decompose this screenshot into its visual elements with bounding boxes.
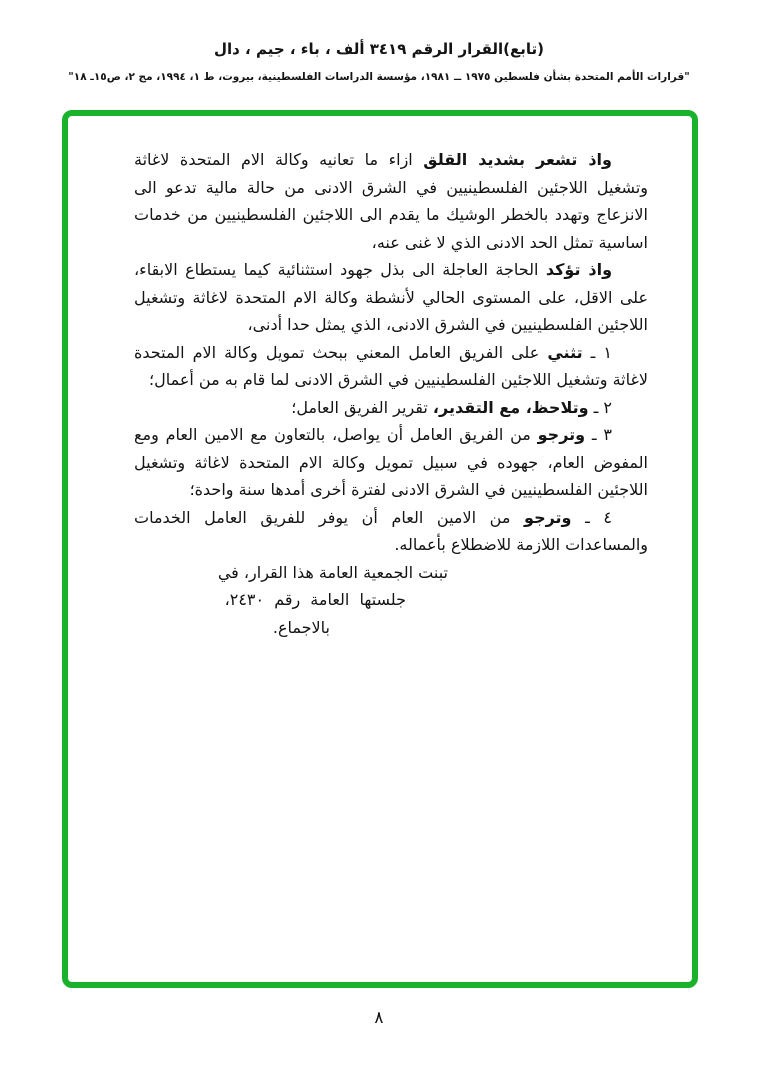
resolution-body — [134, 146, 648, 559]
paragraph — [134, 339, 648, 394]
text-run: على الفريق العامل المعني ببحث تمويل وكالة الام المتحدة لاغاثة وتشغيل اللاجئين الفلسطينيين في الشرق الادنى لما قام به من أعمال؛ — [134, 342, 648, 389]
text-run: ازاء ما تعانيه وكالة الام المتحدة لاغاثة وتشغيل اللاجئين الفلسطينيين في الشرق الادنى من حالة مالية تدعو الى الانزعاج وتهدد بالخطر الوشيك ما يقدم الى اللاجئين الفلسطينيين من خدمات اساسية تمثل الحد الادنى الذي لا غنى عنه، — [134, 150, 648, 252]
bold-run: وترجو — [537, 425, 586, 444]
bold-run: واذ تؤكد — [545, 260, 613, 279]
bold-run: وترجو — [524, 507, 572, 527]
closing-line: بالاجماع. — [272, 617, 330, 637]
page-number: ٨ — [374, 1008, 384, 1028]
text-run: ٣ ـ — [585, 425, 612, 444]
paragraph — [134, 256, 648, 339]
resolution-header-title: (تابع)القرار الرقم ٣٤١٩ ألف ، باء ، جيم ، دال — [213, 40, 545, 58]
bold-run: واذ تشعر بشديد القلق — [423, 150, 612, 169]
text-run: تقرير الفريق العامل؛ — [291, 397, 433, 417]
paragraph — [134, 504, 648, 559]
green-border-frame — [62, 110, 698, 988]
text-run: الحاجة العاجلة الى بذل جهود استثنائية كيما يستطاع الابقاء، على الاقل، على المستوى الحالي لأنشطة وكالة الام المتحدة لاغاثة وتشغيل اللاجئين الفلسطينيين في الشرق الادنى، الذي يمثل حدا أدنى، — [134, 260, 648, 334]
closing-line: تبنت الجمعية العامة هذا القرار، في — [217, 562, 448, 582]
paragraph — [134, 146, 648, 256]
text-run: ١ ـ — [582, 342, 613, 362]
adoption-note — [196, 559, 448, 642]
text-run: ٢ ـ — [588, 397, 612, 417]
bold-run: وتلاحظ، مع التقدير، — [432, 397, 589, 417]
text-run: من الامين العام أن يوفر للفريق العامل الخدمات والمساعدات اللازمة للاضطلاع بأعماله. — [134, 507, 648, 554]
text-run: من الفريق العامل أن يواصل، بالتعاون مع الامين العام ومع المفوض العام، جهوده في سبيل تمويل وكالة الام المتحدة لاغاثة وتشغيل اللاجئين الفلسطينيين في الشرق الادنى لفترة أخرى أمدها سنة واحدة؛ — [134, 425, 648, 499]
paragraph — [134, 394, 648, 422]
paragraph — [134, 421, 648, 504]
text-run: ٤ ـ — [571, 507, 612, 527]
closing-line: جلستها العامة رقم ٢٤٣٠، — [224, 590, 406, 609]
bold-run: تثني — [547, 342, 583, 362]
source-citation: "قرارات الأمم المتحدة بشأن فلسطين ١٩٧٥ ــ ١٩٨١، مؤسسة الدراسات الفلسطينية، بيروت، ط ١، ١٩٩٤، مج ٢، ص١٥ـ ١٨" — [68, 71, 690, 83]
